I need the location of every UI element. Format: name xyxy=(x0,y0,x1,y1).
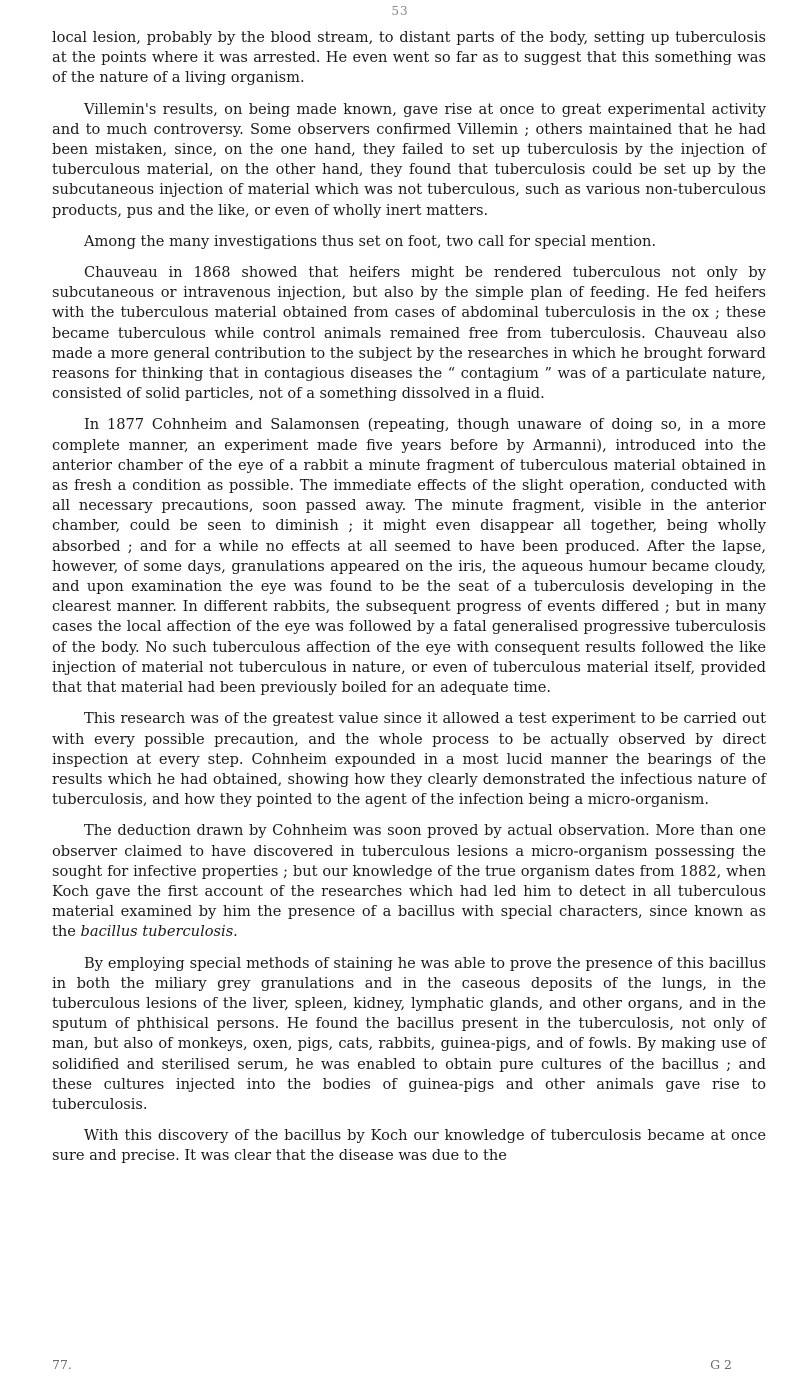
paragraph-8: By employing special methods of staining he was able to prove the presence of this bacillus in both the miliary grey granulations and in the caseous deposits of the lungs, in the tuberculous lesions of the liver, spleen, kidney, lymphatic glands, and other organs, and in the sputum of phthisical persons. He found the bacillus present in the tuberculosis, not only of man, but also of monkeys, oxen, pigs, cats, rabbits, guinea-pigs, and of fowls. By making use of solidified and sterilised serum, he was enabled to obtain pure cultures of the bacillus ; and these cultures injected into the bodies of guinea-pigs and other animals gave rise to tuberculosis. xyxy=(52,954,766,1113)
paragraph-2: Villemin's results, on being made known, gave rise at once to great experimental activity and to much controversy. Some observers confirmed Villemin ; others maintained that he had been mistaken, since, on the one hand, they failed to set up tuberculosis by the injection of tuberculous material, on the other hand, they found that tuberculosis could be set up by the subcutaneous injection of material which was not tuberculous, such as various non-tuberculous products, pus and the like, or even of wholly inert matters. xyxy=(52,100,766,219)
paragraph-3: Among the many investigations thus set on foot, two call for special mention. xyxy=(84,232,657,250)
paragraph-1: local lesion, probably by the blood stream, to distant parts of the body, setting up tuberculosis at the points where it was arrested. He even went so far as to suggest that this something was of the nature of a living organism. xyxy=(52,29,766,87)
paragraph-5: In 1877 Cohnheim and Salamonsen (repeating, though unaware of doing so, in a more complete manner, an experiment made five years before by Armanni), introduced into the anterior chamber of the eye of a rabbit a minute fragment of tuberculous material obtained in as fresh a condition as possible. The immediate effects of the slight operation, conducted with all necessary precautions, soon passed away. The minute fragment, visible in the anterior chamber, could be seen to diminish ; it might even disappear all together, being wholly absorbed ; and for a while no effects at all seemed to have been produced. After the lapse, however, of some days, granulations appeared on the iris, the aqueous humour became cloudy, and upon examination the eye was found to be the seat of a tuberculosis developing in the clearest manner. In different rabbits, the subsequent progress of events differed ; but in many cases the local affection of the eye was followed by a fatal generalised progressive tuberculosis of the body. No such tuberculous affection of the eye with consequent results followed the like injection of material not tuberculous in nature, or even of tuberculous material itself, provided that that material had been previously boiled for an adequate time. xyxy=(52,416,766,697)
paragraph-7-text: The deduction drawn by Cohnheim was soon proved by actual observation. More than one observer claimed to have discovered in tuberculous lesions a micro-organism possessing the sought for infective properties ; but our knowledge of the true organism dates from 1882, when Koch gave the first account of the researches which had led him to detect in all tuberculous material examined by him the presence of a bacillus with special characters, since known as the xyxy=(52,822,766,941)
paragraph-7 xyxy=(52,821,766,942)
paragraph-9: With this discovery of the bacillus by Koch our knowledge of tuberculosis became at once sure and precise. It was clear that the disease was due to the xyxy=(52,1127,766,1165)
bacillus-term: bacillus tuberculosis. xyxy=(80,923,238,941)
paragraph-4: Chauveau in 1868 showed that heifers might be rendered tuberculous not only by subcutaneous or intravenous injection, but also by the simple plan of feeding. He fed heifers with the tuberculous material obtained from cases of abdominal tuberculosis in the ox ; these became tuberculous while control animals remained free from tuberculosis. Chauveau also made a more general contribution to the subject by the researches in which he brought forward reasons for thinking that in contagious diseases the “ contagium ” was of a particulate nature, consisted of solid particles, not of a something dissolved in a fluid. xyxy=(52,264,766,403)
page-number: 53 xyxy=(391,4,409,18)
paragraph-6: This research was of the greatest value since it allowed a test experiment to be carried out with every possible precaution, and the whole process to be actually observed by direct inspection at every step. Cohnheim expounded in a most lucid manner the bearings of the results which he had obtained, showing how they clearly demonstrated the infectious nature of tuberculosis, and how they pointed to the agent of the infection being a micro-organism. xyxy=(52,710,766,809)
footer-signature-left: 77. xyxy=(52,1357,72,1372)
body-text xyxy=(52,28,766,1178)
footer-signature-right: G 2 xyxy=(710,1357,732,1372)
